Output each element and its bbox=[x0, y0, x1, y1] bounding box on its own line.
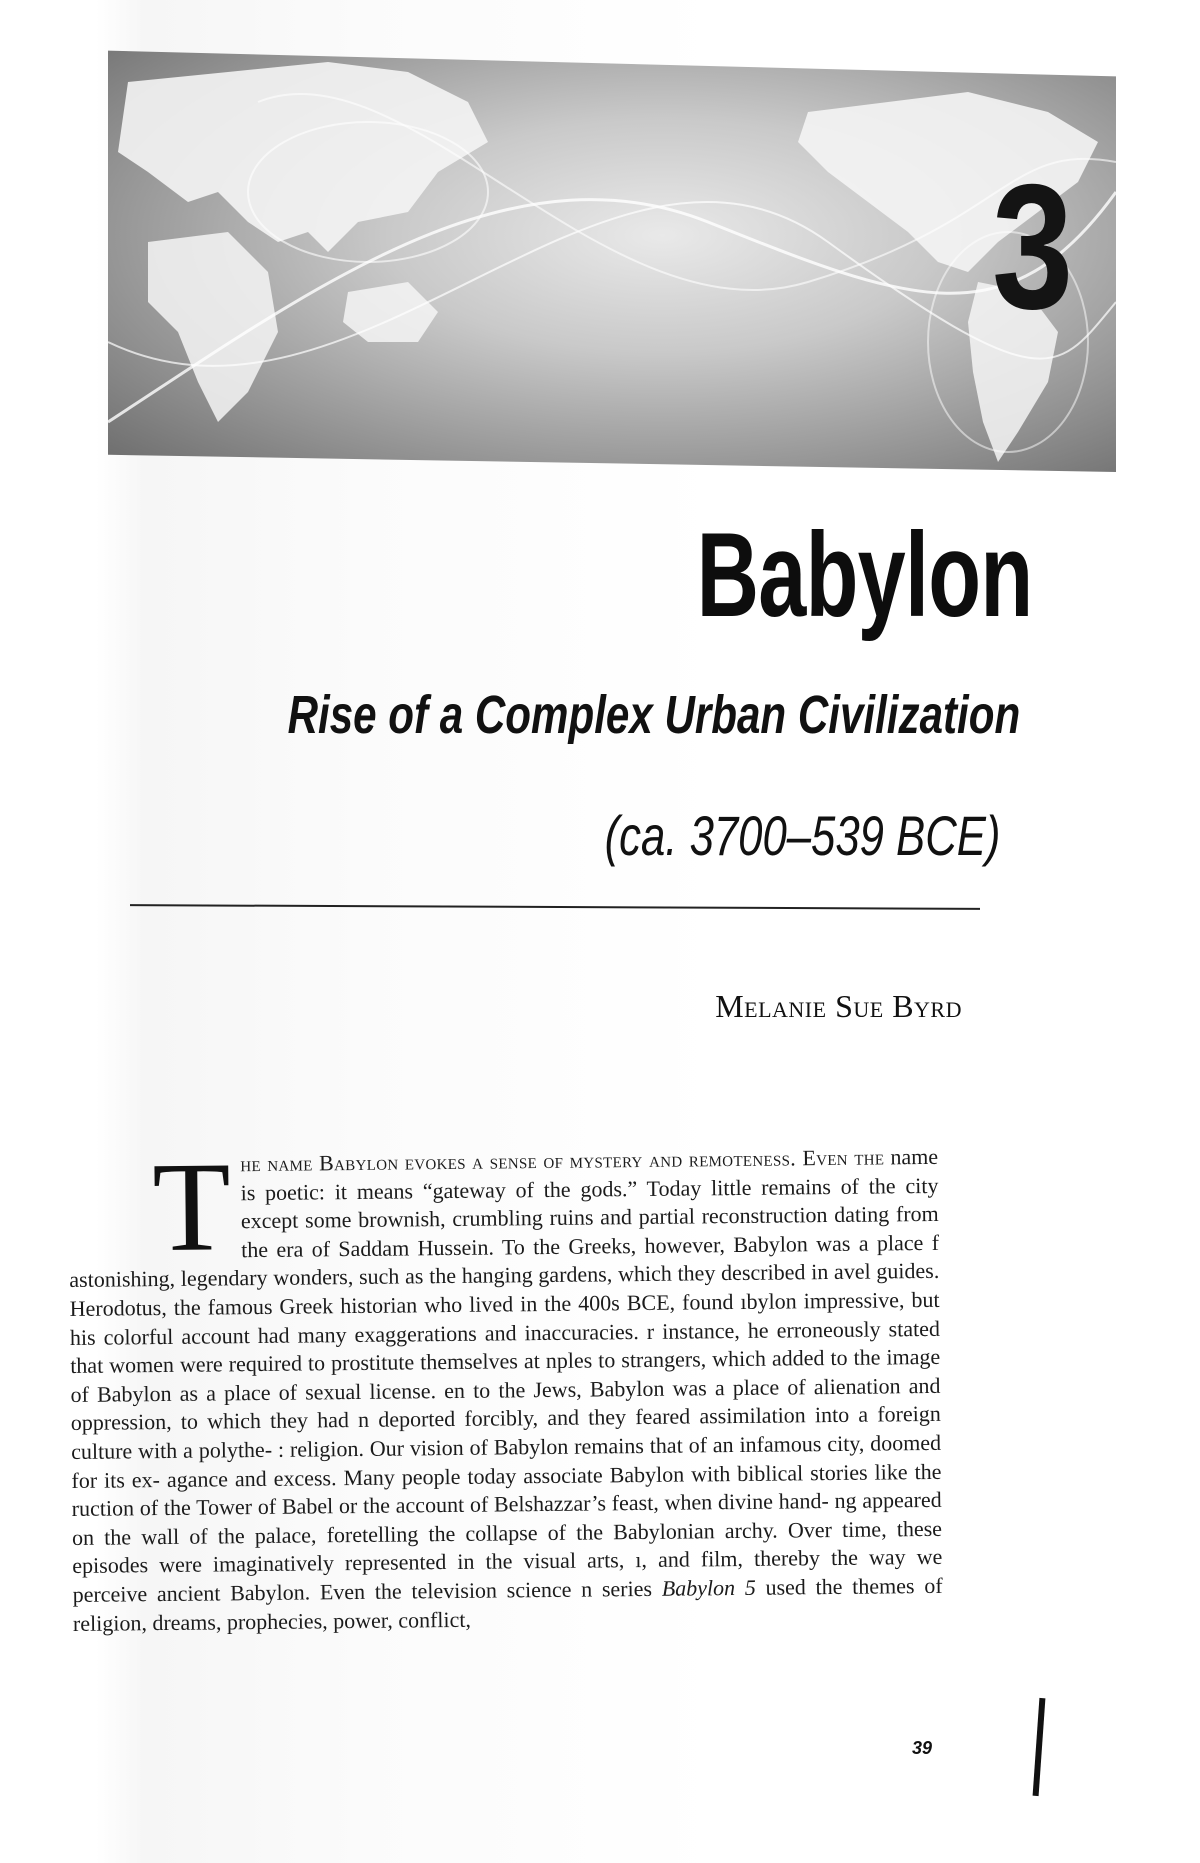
chapter-number: 3 bbox=[992, 147, 1070, 346]
chapter-dates: (ca. 3700–539 BCE) bbox=[604, 804, 1000, 867]
paragraph-end: used the themes of religion, dreams, prophecies, power, conflict, bbox=[72, 1572, 943, 1636]
author-name: Melanie Sue Byrd bbox=[715, 988, 962, 1024]
chapter-subtitle: Rise of a Complex Urban Civilization bbox=[287, 685, 1020, 745]
world-map-illustration bbox=[108, 42, 1116, 472]
world-map-banner bbox=[108, 42, 1116, 472]
drop-cap: T bbox=[151, 1135, 232, 1279]
paragraph-text: name is poetic: it means “gateway of the gods.” Today little remains of the city except some brownish, crumbling ruins and partial reconstruction dating from the era of Saddam Hussein. To the Greeks, however, Babylon was a place f astonishing, legendary wonders, such as the hanging gardens, which they described in avel guides. Herodotus, the famous Greek historian who lived in the 400s BCE, found ıbylon impressive, but his colorful account had many exaggerations and inaccuracies. r instance, he erroneously stated that women were required to prostitute themselves at nples to strangers, which added to the image of Babylon as a place of sexual license. en to the Jews, Babylon was a place of alienation and oppression, to which they had n deported forcibly, and they feared assimilation into a foreign culture with a polythe- : religion. Our vision of Babylon remains that of an infamous city, doomed for its ex- agance and excess. Many people today associate Babylon with biblical stories like the ruction of the Tower of Babel or the account of Belshazzar’s feast, when divine hand- ng appeared on the wall of the palace, foretelling the collapse of the Babylonian archy. Over time, these episodes were imaginatively represented in the visual arts, ı, and film, thereby the way we perceive ancient Babylon. Even the television science n series bbox=[69, 1143, 943, 1607]
italic-title: Babylon 5 bbox=[661, 1574, 756, 1601]
eurasia-landmass bbox=[118, 62, 488, 252]
page-number: 39 bbox=[912, 1738, 933, 1758]
chapter-title: Babylon bbox=[696, 508, 1032, 642]
lead-in-text: he name Babylon evokes a sense of mystery and remoteness. Even the bbox=[240, 1144, 885, 1177]
body-paragraph bbox=[68, 1135, 943, 1638]
africa-landmass bbox=[148, 232, 278, 422]
